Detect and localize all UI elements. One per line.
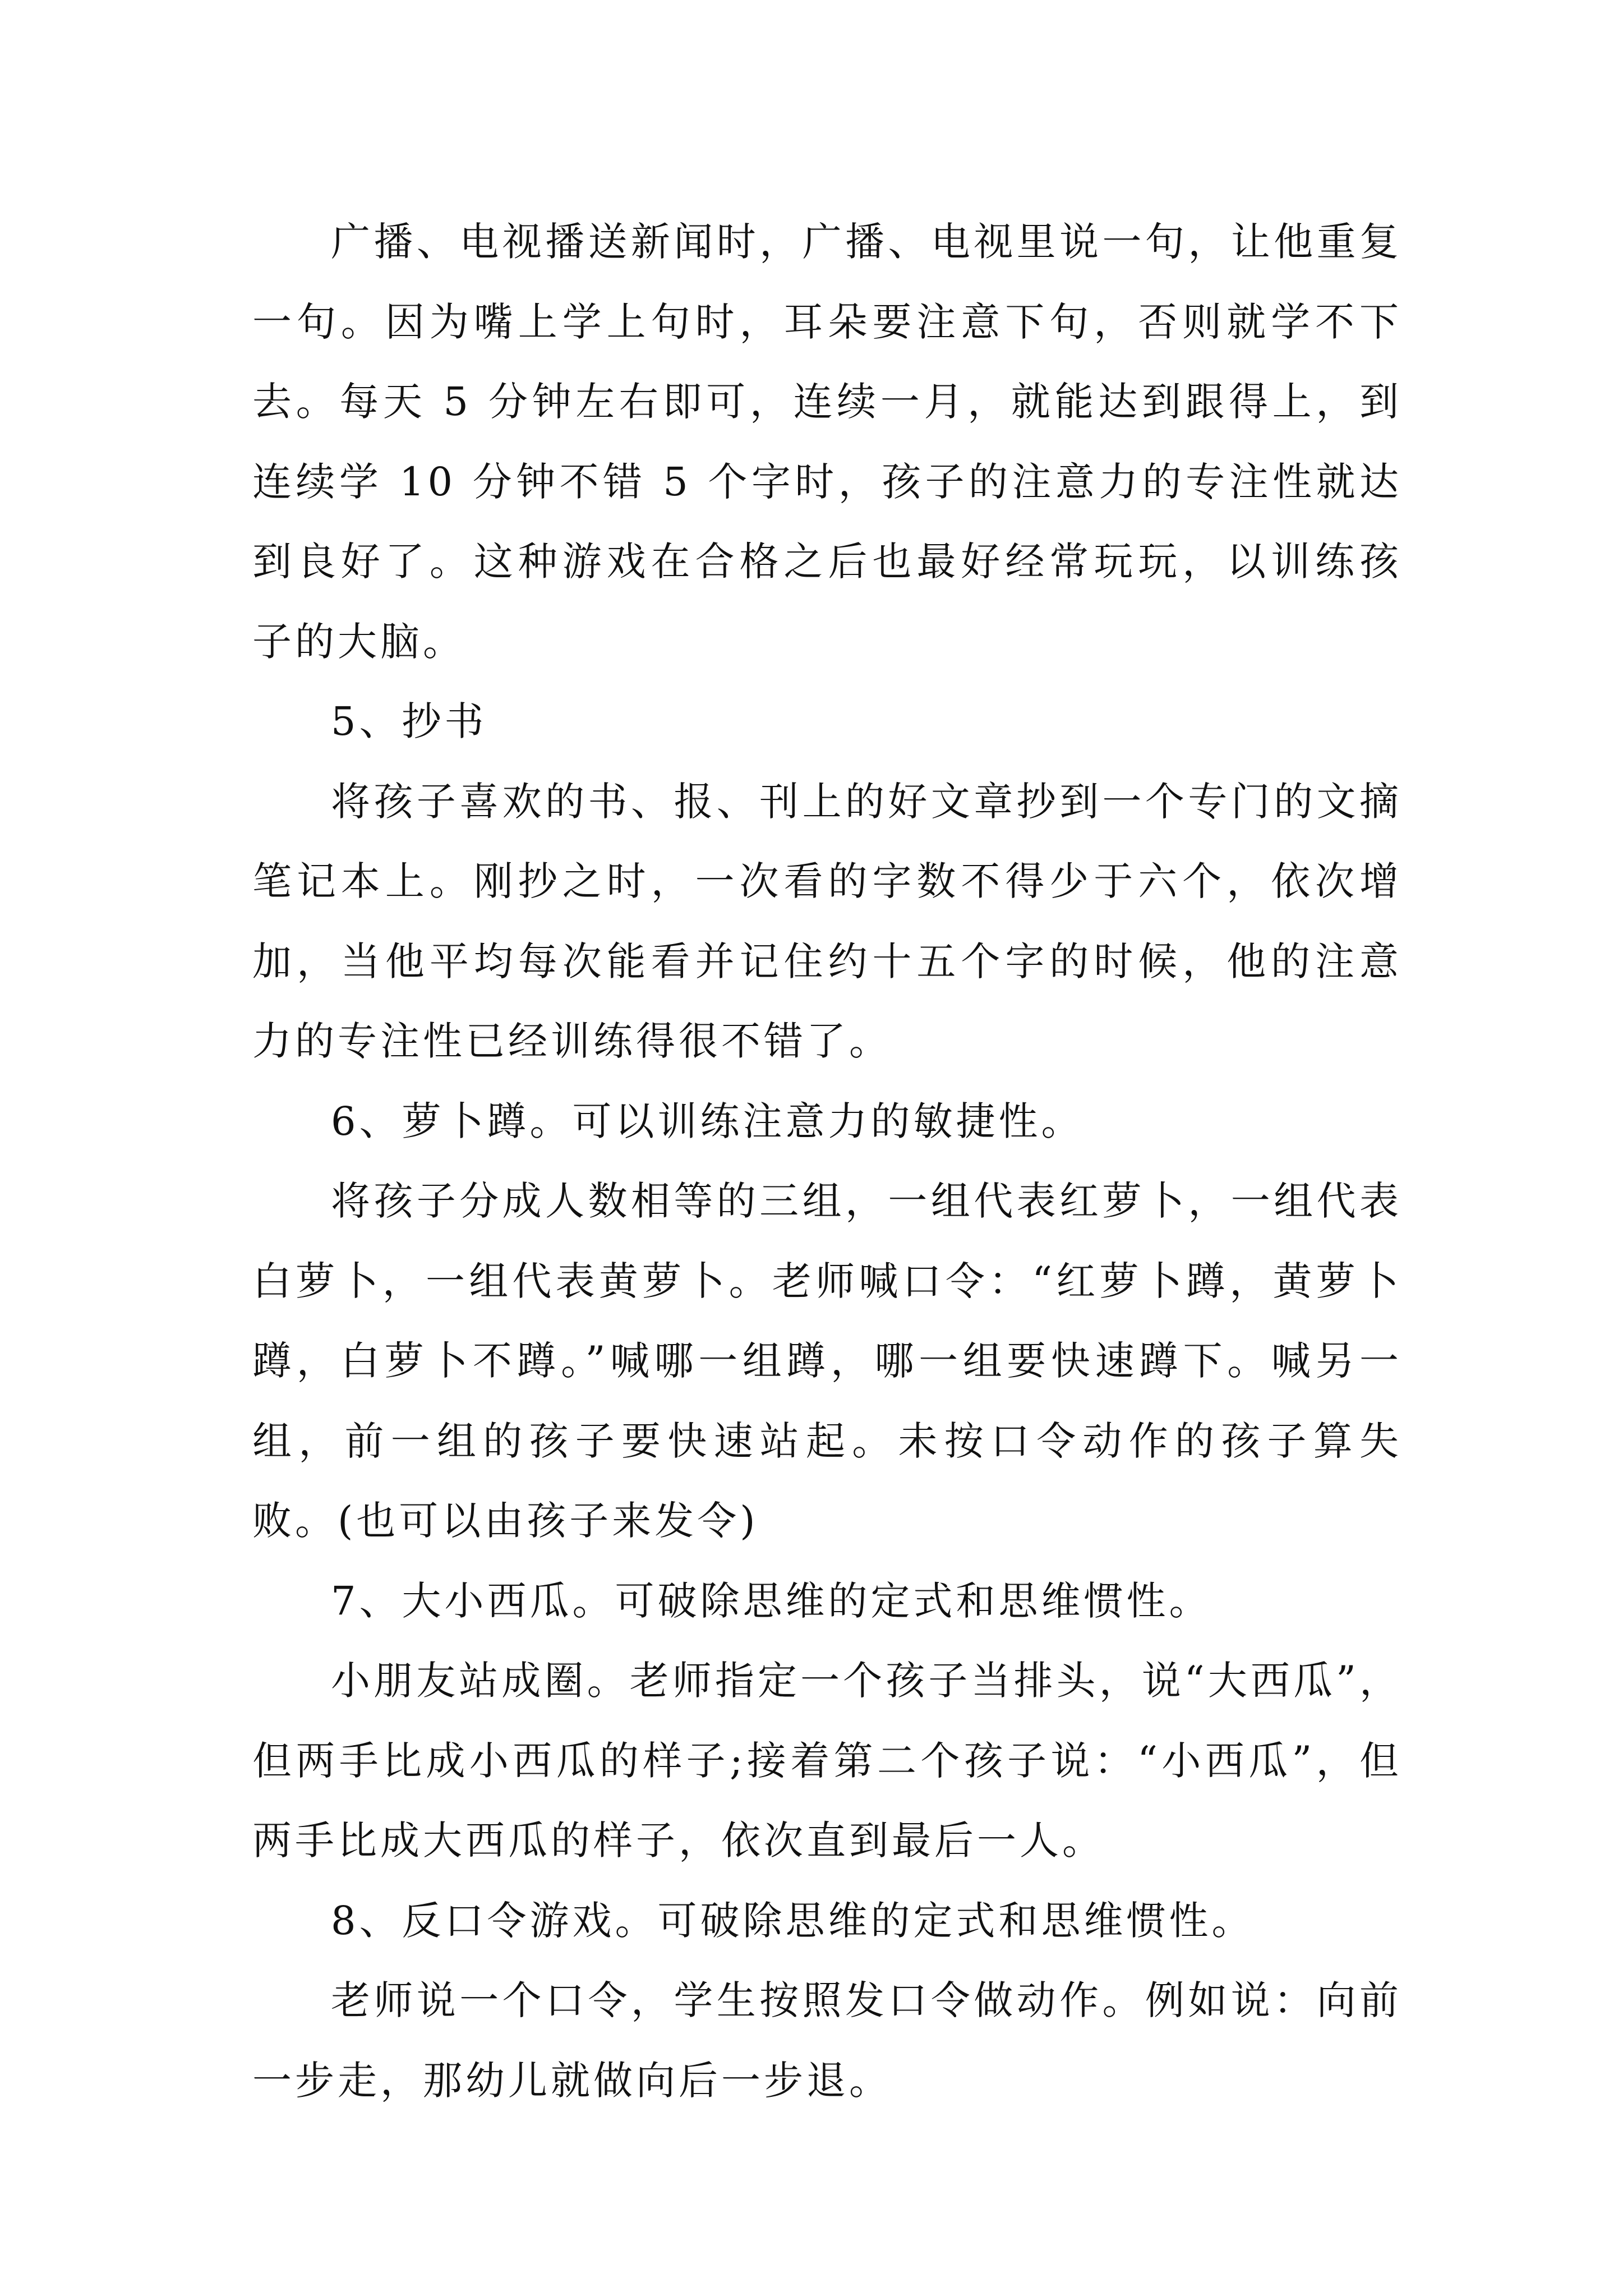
paragraph-reverse-command: 老师说一个口令，学生按照发口令做动作。例如说：向前一步走，那幼儿就做向后一步退。	[252, 1977, 1402, 2104]
section-heading-copy-book: 5、抄书	[331, 698, 487, 744]
section-heading-reverse-command: 8、反口令游戏。可破除思维的定式和思维惯性。	[331, 1897, 1255, 1944]
paragraph-radish-squat: 将孩子分成人数相等的三组，一组代表红萝卜，一组代表白萝卜，一组代表黄萝卜。老师喊口令：“红萝卜蹲，黄萝卜蹲，白萝卜不蹲。”喊哪一组蹲，哪一组要快速蹲下。喊另一组，前一组的孩子要快速站起。未按口令动作的孩子算失败。(也可以由孩子来发令)	[252, 1178, 1402, 1544]
document-body	[252, 202, 1402, 2120]
section-heading-watermelon: 7、大小西瓜。可破除思维的定式和思维惯性。	[331, 1577, 1212, 1624]
paragraph-news-repeat: 广播、电视播送新闻时，广播、电视里说一句，让他重复一句。因为嘴上学上句时，耳朵要注意下句，否则就学不下去。每天 5 分钟左右即可，连续一月，就能达到跟得上，到连续学 10 分钟不错 5 个字时，孩子的注意力的专注性就达到良好了。这种游戏在合格之后也最好经常玩玩，以训练孩子的大脑。	[252, 219, 1402, 665]
paragraph-copy-book: 将孩子喜欢的书、报、刊上的好文章抄到一个专门的文摘笔记本上。刚抄之时，一次看的字数不得少于六个，依次增加，当他平均每次能看并记住约十五个字的时候，他的注意力的专注性已经训练得很不错了。	[252, 778, 1402, 1064]
paragraph-watermelon: 小朋友站成圈。老师指定一个孩子当排头，说“大西瓜”，但两手比成小西瓜的样子;接着第二个孩子说：“小西瓜”，但两手比成大西瓜的样子，依次直到最后一人。	[252, 1658, 1402, 1864]
section-heading-radish-squat: 6、萝卜蹲。可以训练注意力的敏捷性。	[331, 1098, 1084, 1144]
